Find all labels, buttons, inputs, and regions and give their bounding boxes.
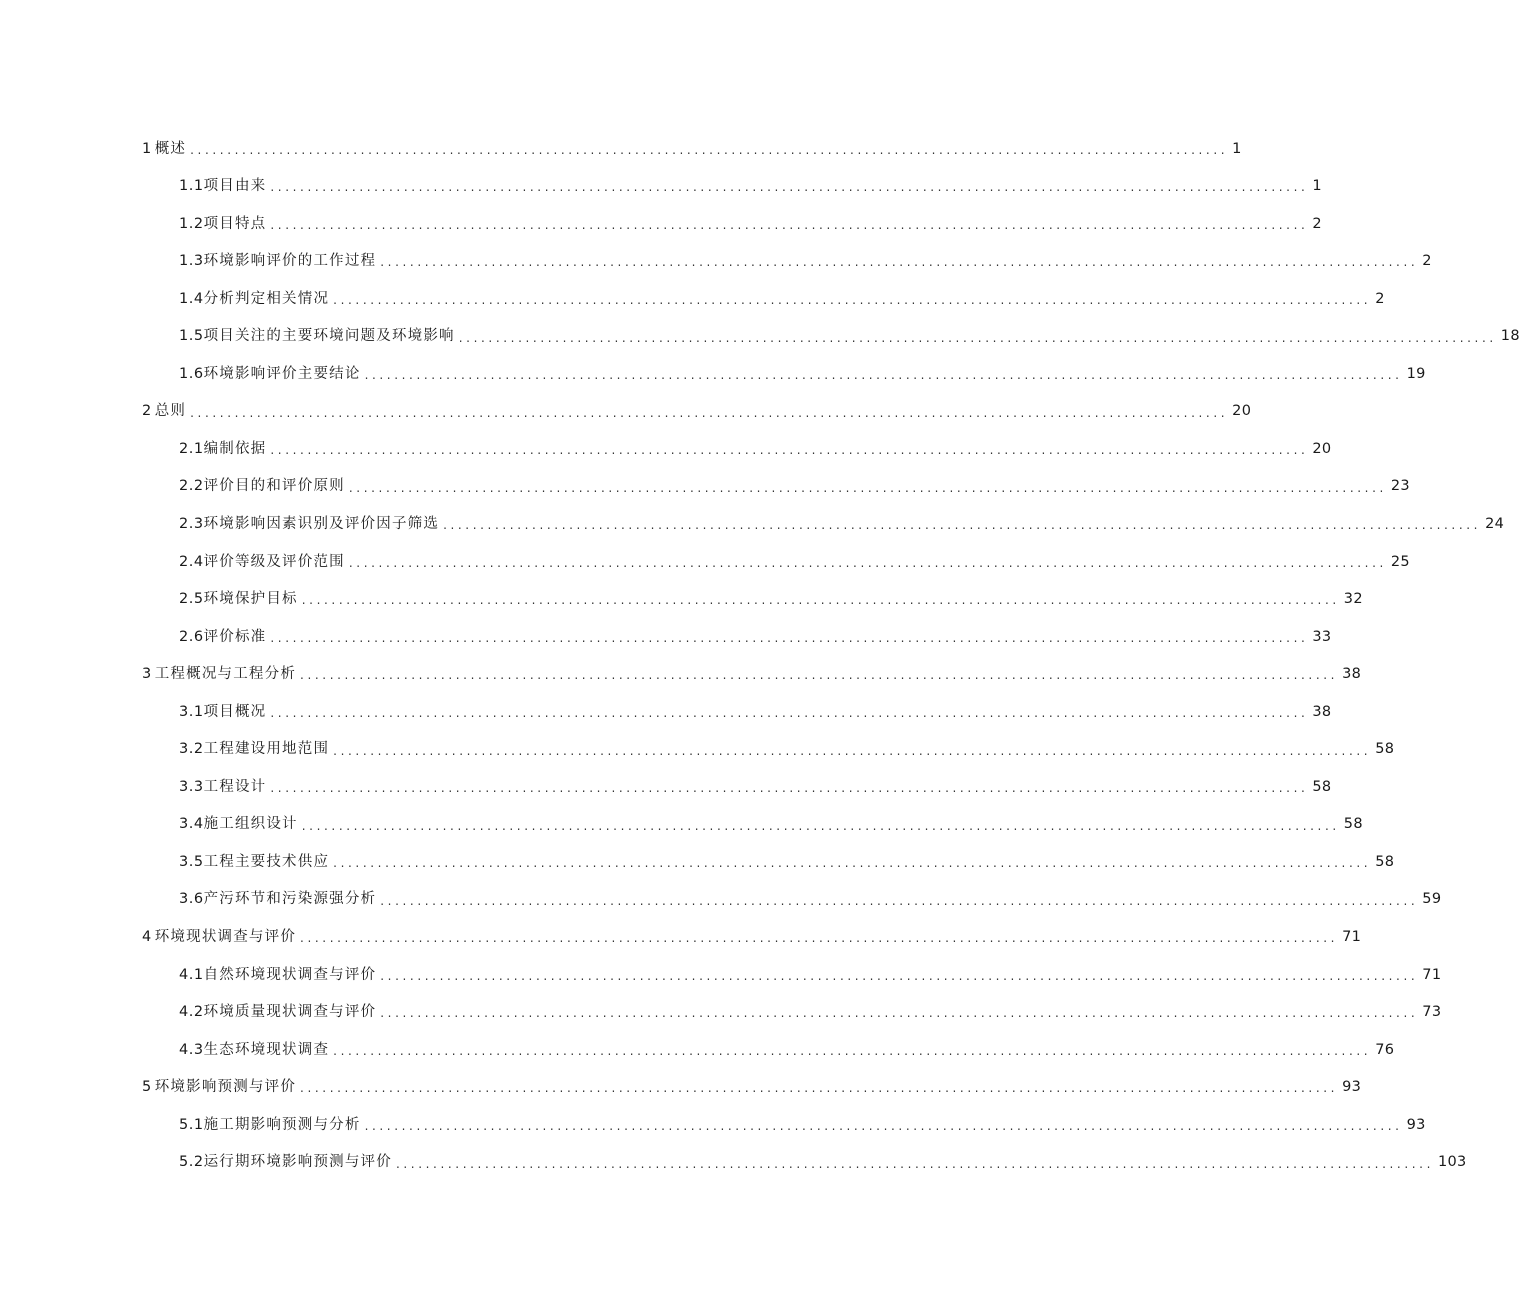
toc-entry-title: 运行期环境影响预测与评价 bbox=[203, 1154, 392, 1171]
toc-entry-number: 1.6 bbox=[179, 365, 204, 382]
toc-chapter-entry[interactable] bbox=[142, 393, 1252, 431]
table-of-contents bbox=[142, 130, 1520, 1181]
toc-entry-page-number: 58 bbox=[1312, 778, 1332, 795]
toc-section-entry[interactable] bbox=[142, 468, 1410, 506]
toc-section-entry[interactable] bbox=[142, 618, 1332, 656]
toc-entry-page-number: 2 bbox=[1375, 290, 1385, 307]
toc-section-entry[interactable] bbox=[142, 1106, 1426, 1144]
toc-section-entry[interactable] bbox=[142, 956, 1442, 994]
toc-section-entry[interactable] bbox=[142, 731, 1395, 769]
toc-dot-leader: ............................................................................................................................................ bbox=[333, 743, 1372, 758]
toc-entry-number: 3 bbox=[142, 666, 152, 683]
toc-dot-leader: ............................................................................................................................................ bbox=[380, 1006, 1419, 1021]
toc-dot-leader: ............................................................................................................................................ bbox=[300, 1081, 1339, 1096]
toc-entry-title: 施工组织设计 bbox=[203, 816, 298, 833]
toc-section-entry[interactable] bbox=[142, 280, 1385, 318]
toc-section-entry[interactable] bbox=[142, 994, 1442, 1032]
toc-entry-number: 1.3 bbox=[179, 253, 204, 270]
toc-entry-page-number: 2 bbox=[1312, 215, 1322, 232]
toc-entry-page-number: 1 bbox=[1312, 178, 1322, 195]
toc-dot-leader: ............................................................................................................................................ bbox=[270, 630, 1309, 645]
toc-dot-leader: ............................................................................................................................................ bbox=[380, 893, 1419, 908]
toc-section-entry[interactable] bbox=[142, 430, 1332, 468]
toc-entry-page-number: 1 bbox=[1232, 140, 1242, 157]
toc-entry-number: 2.2 bbox=[179, 478, 204, 495]
toc-section-entry[interactable] bbox=[142, 168, 1322, 206]
toc-dot-leader: ............................................................................................................................................ bbox=[190, 142, 1229, 157]
toc-dot-leader: ............................................................................................................................................ bbox=[300, 931, 1339, 946]
toc-section-entry[interactable] bbox=[142, 505, 1505, 543]
toc-entry-page-number: 93 bbox=[1342, 1079, 1362, 1096]
toc-entry-number: 3.1 bbox=[179, 703, 204, 720]
toc-entry-title: 项目特点 bbox=[203, 215, 267, 232]
toc-entry-title: 编制依据 bbox=[203, 440, 267, 457]
toc-entry-title: 工程建设用地范围 bbox=[203, 741, 330, 758]
toc-dot-leader: ............................................................................................................................................ bbox=[443, 518, 1482, 533]
toc-entry-number: 1.4 bbox=[179, 290, 204, 307]
toc-entry-title: 工程主要技术供应 bbox=[203, 853, 330, 870]
toc-entry-title: 项目概况 bbox=[203, 703, 267, 720]
toc-entry-title: 评价目的和评价原则 bbox=[203, 478, 345, 495]
toc-entry-title: 环境影响预测与评价 bbox=[154, 1079, 297, 1096]
toc-entry-number: 5.2 bbox=[179, 1154, 204, 1171]
toc-entry-title: 概述 bbox=[154, 140, 187, 157]
toc-dot-leader: ............................................................................................................................................ bbox=[301, 818, 1340, 833]
toc-entry-number: 4.2 bbox=[179, 1004, 204, 1021]
toc-dot-leader: ............................................................................................................................................ bbox=[348, 555, 1387, 570]
toc-entry-title: 评价标准 bbox=[203, 628, 267, 645]
toc-entry-page-number: 20 bbox=[1232, 403, 1252, 420]
toc-entry-page-number: 38 bbox=[1312, 703, 1332, 720]
toc-section-entry[interactable] bbox=[142, 1144, 1467, 1182]
toc-section-entry[interactable] bbox=[142, 693, 1332, 731]
toc-entry-title: 环境影响评价主要结论 bbox=[203, 365, 361, 382]
toc-section-entry[interactable] bbox=[142, 806, 1363, 844]
toc-section-entry[interactable] bbox=[142, 581, 1363, 619]
toc-entry-page-number: 18 bbox=[1500, 328, 1520, 345]
toc-entry-number: 1.1 bbox=[179, 178, 204, 195]
toc-entry-number: 2.4 bbox=[179, 553, 204, 570]
toc-entry-title: 工程设计 bbox=[203, 778, 267, 795]
toc-dot-leader: ............................................................................................................................................ bbox=[270, 217, 1309, 232]
toc-entry-number: 1.2 bbox=[179, 215, 204, 232]
toc-entry-number: 3.2 bbox=[179, 741, 204, 758]
toc-section-entry[interactable] bbox=[142, 243, 1432, 281]
toc-dot-leader: ............................................................................................................................................ bbox=[333, 1043, 1372, 1058]
toc-entry-title: 总则 bbox=[154, 403, 187, 420]
toc-dot-leader: ............................................................................................................................................ bbox=[333, 856, 1372, 871]
toc-entry-number: 4.3 bbox=[179, 1041, 204, 1058]
toc-entry-page-number: 58 bbox=[1375, 853, 1395, 870]
toc-entry-page-number: 76 bbox=[1375, 1041, 1395, 1058]
toc-dot-leader: ............................................................................................................................................ bbox=[300, 668, 1339, 683]
toc-chapter-entry[interactable] bbox=[142, 656, 1362, 694]
toc-section-entry[interactable] bbox=[142, 543, 1410, 581]
toc-entry-title: 环境影响评价的工作过程 bbox=[203, 253, 377, 270]
toc-entry-page-number: 20 bbox=[1312, 440, 1332, 457]
toc-dot-leader: ............................................................................................................................................ bbox=[270, 705, 1309, 720]
toc-entry-title: 施工期影响预测与分析 bbox=[203, 1116, 361, 1133]
toc-entry-number: 2 bbox=[142, 403, 152, 420]
toc-entry-number: 1.5 bbox=[179, 328, 204, 345]
toc-entry-page-number: 93 bbox=[1406, 1116, 1426, 1133]
toc-dot-leader: ............................................................................................................................................ bbox=[301, 593, 1340, 608]
toc-section-entry[interactable] bbox=[142, 843, 1395, 881]
toc-entry-title: 分析判定相关情况 bbox=[203, 290, 330, 307]
toc-entry-page-number: 38 bbox=[1342, 666, 1362, 683]
toc-dot-leader: ............................................................................................................................................ bbox=[364, 1118, 1403, 1133]
toc-section-entry[interactable] bbox=[142, 768, 1332, 806]
toc-entry-number: 2.6 bbox=[179, 628, 204, 645]
toc-chapter-entry[interactable] bbox=[142, 1069, 1362, 1107]
toc-entry-page-number: 23 bbox=[1390, 478, 1410, 495]
toc-entry-number: 2.5 bbox=[179, 591, 204, 608]
toc-dot-leader: ............................................................................................................................................ bbox=[380, 255, 1419, 270]
toc-entry-page-number: 2 bbox=[1422, 253, 1432, 270]
toc-dot-leader: ............................................................................................................................................ bbox=[348, 480, 1387, 495]
toc-section-entry[interactable] bbox=[142, 881, 1442, 919]
toc-chapter-entry[interactable] bbox=[142, 918, 1362, 956]
toc-entry-page-number: 59 bbox=[1422, 891, 1442, 908]
toc-entry-number: 3.6 bbox=[179, 891, 204, 908]
toc-entry-title: 产污环节和污染源强分析 bbox=[203, 891, 377, 908]
toc-entry-number: 5 bbox=[142, 1079, 152, 1096]
toc-dot-leader: ............................................................................................................................................ bbox=[395, 1156, 1434, 1171]
toc-entry-number: 3.3 bbox=[179, 778, 204, 795]
toc-entry-page-number: 32 bbox=[1343, 591, 1363, 608]
toc-entry-number: 2.3 bbox=[179, 515, 204, 532]
toc-entry-number: 4 bbox=[142, 929, 152, 945]
toc-dot-leader: ............................................................................................................................................ bbox=[190, 405, 1229, 420]
toc-chapter-entry[interactable] bbox=[142, 130, 1242, 168]
toc-entry-title: 自然环境现状调查与评价 bbox=[203, 966, 377, 983]
toc-section-entry[interactable] bbox=[142, 205, 1322, 243]
toc-entry-page-number: 71 bbox=[1342, 929, 1362, 945]
toc-dot-leader: ............................................................................................................................................ bbox=[364, 368, 1403, 383]
toc-entry-page-number: 25 bbox=[1390, 553, 1410, 570]
toc-entry-title: 项目关注的主要环境问题及环境影响 bbox=[203, 328, 455, 345]
toc-entry-page-number: 24 bbox=[1485, 515, 1505, 532]
toc-dot-leader: ............................................................................................................................................ bbox=[333, 292, 1372, 307]
toc-dot-leader: ............................................................................................................................................ bbox=[270, 180, 1309, 195]
toc-dot-leader: ............................................................................................................................................ bbox=[270, 443, 1309, 458]
toc-entry-title: 环境保护目标 bbox=[203, 591, 298, 608]
toc-entry-page-number: 58 bbox=[1375, 741, 1395, 758]
toc-entry-number: 4.1 bbox=[179, 966, 204, 983]
toc-entry-title: 评价等级及评价范围 bbox=[203, 553, 345, 570]
toc-entry-number: 2.1 bbox=[179, 440, 204, 457]
toc-entry-title: 环境质量现状调查与评价 bbox=[203, 1004, 377, 1021]
toc-entry-number: 1 bbox=[142, 140, 152, 157]
toc-section-entry[interactable] bbox=[142, 1031, 1395, 1069]
toc-dot-leader: ............................................................................................................................................ bbox=[380, 968, 1419, 983]
toc-entry-title: 工程概况与工程分析 bbox=[154, 666, 297, 683]
toc-entry-number: 5.1 bbox=[179, 1116, 204, 1133]
toc-entry-page-number: 73 bbox=[1422, 1004, 1442, 1021]
toc-entry-title: 环境影响因素识别及评价因子筛选 bbox=[203, 515, 440, 532]
toc-entry-page-number: 33 bbox=[1312, 628, 1332, 645]
toc-dot-leader: ............................................................................................................................................ bbox=[270, 781, 1309, 796]
toc-entry-title: 项目由来 bbox=[203, 178, 267, 195]
toc-entry-page-number: 103 bbox=[1438, 1154, 1467, 1171]
toc-entry-number: 3.5 bbox=[179, 853, 204, 870]
toc-entry-number: 3.4 bbox=[179, 816, 204, 833]
toc-entry-title: 环境现状调查与评价 bbox=[154, 929, 297, 945]
toc-entry-page-number: 19 bbox=[1406, 365, 1426, 382]
toc-entry-title: 生态环境现状调查 bbox=[203, 1041, 330, 1058]
toc-entry-page-number: 71 bbox=[1422, 966, 1442, 983]
toc-entry-page-number: 58 bbox=[1343, 816, 1363, 833]
toc-section-entry[interactable] bbox=[142, 355, 1426, 393]
toc-section-entry[interactable] bbox=[142, 318, 1520, 356]
toc-dot-leader: ............................................................................................................................................ bbox=[458, 330, 1497, 345]
